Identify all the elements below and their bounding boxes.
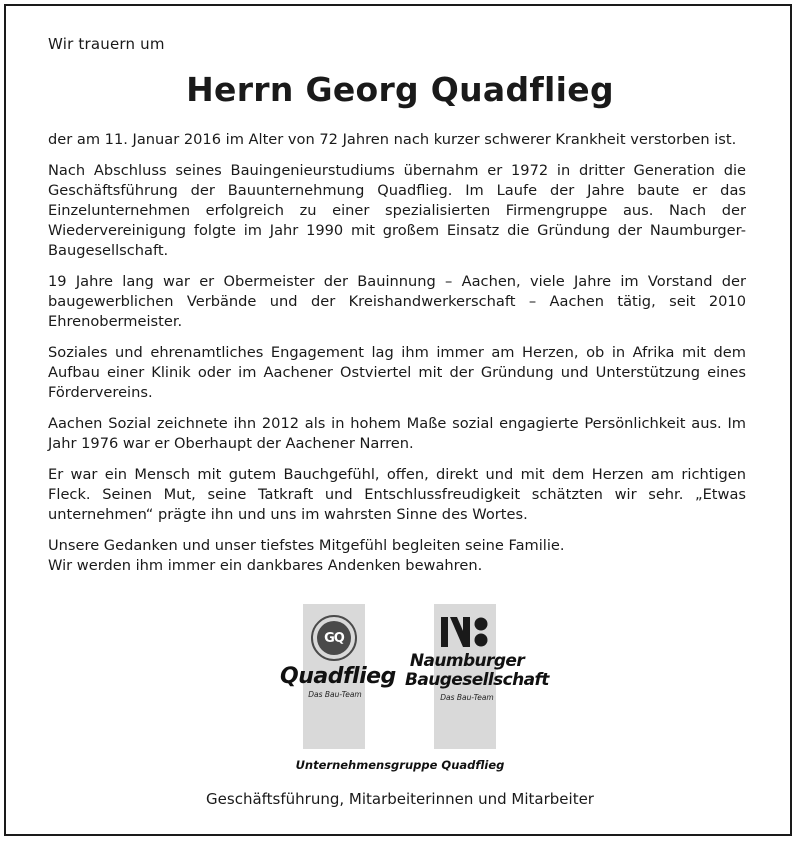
naumburger-name-line1: Naumburger bbox=[409, 651, 525, 671]
naumburger-logo-name bbox=[405, 651, 549, 690]
intro-text: Wir trauern um bbox=[48, 35, 165, 53]
paragraph: Soziales und ehrenamtliches Engagement lag ihm immer am Herzen, ob in Afrika mit dem Aufbau einer Klinik oder im Aachener Ostviertel mit der Gründung und Unterstützung eines Fördervereins. bbox=[48, 344, 746, 401]
deceased-name: Herrn Georg Quadflieg bbox=[186, 70, 614, 109]
nb-block-logo-icon bbox=[440, 613, 490, 651]
paragraph: Aachen Sozial zeichnete ihn 2012 als in hohem Maße sozial engagierte Persönlichkeit aus. Im Jahr 1976 war er Oberhaupt der Aachener Narren. bbox=[48, 415, 746, 452]
closing-line: Wir werden ihm immer ein dankbares Andenken bewahren. bbox=[48, 557, 483, 574]
quadflieg-logo-name: Quadflieg bbox=[280, 664, 396, 689]
quadflieg-logo-tagline: Das Bau-Team bbox=[308, 690, 362, 699]
closing-line: Unsere Gedanken und unser tiefstes Mitgefühl begleiten seine Familie. bbox=[48, 537, 565, 554]
group-name: Unternehmensgruppe Quadflieg bbox=[295, 758, 505, 772]
gq-circle-logo-icon bbox=[311, 615, 357, 661]
paragraph: der am 11. Januar 2016 im Alter von 72 Jahren nach kurzer schwerer Krankheit verstorben ist. bbox=[48, 131, 737, 148]
paragraph: 19 Jahre lang war er Obermeister der Bauinnung – Aachen, viele Jahre im Vorstand der baugewerblichen Verbände und der Kreishandwerkerschaft – Aachen tätig, seit 2010 Ehrenobermeister. bbox=[48, 273, 746, 330]
naumburger-logo-tagline: Das Bau-Team bbox=[440, 693, 494, 702]
naumburger-name-line2: Baugesellschaft bbox=[405, 670, 549, 690]
gq-mark: GQ bbox=[317, 621, 351, 655]
obituary-body bbox=[48, 130, 746, 576]
paragraph: Er war ein Mensch mit gutem Bauchgefühl, offen, direkt und mit dem Herzen am richtigen Fleck. Seinen Mut, seine Tatkraft und Entschlussfreudigkeit schätzten wir sehr. „Etwas unternehmen“ prägte ihn und uns im wahrsten Sinne des Wortes. bbox=[48, 466, 746, 523]
paragraph: Nach Abschluss seines Bauingenieurstudiums übernahm er 1972 in dritter Generation die Geschäftsführung der Bauunternehmung Quadflieg. Im Laufe der Jahre baute er das Einzelunternehmen erfolgreich zu einer spezialisierten Firmengruppe aus. Nach der Wiedervereinigung folgte im Jahr 1990 mit großem Einsatz die Gründung der Naumburger-Baugesellschaft. bbox=[48, 162, 746, 259]
signature-line: Geschäftsführung, Mitarbeiterinnen und Mitarbeiter bbox=[206, 790, 594, 808]
